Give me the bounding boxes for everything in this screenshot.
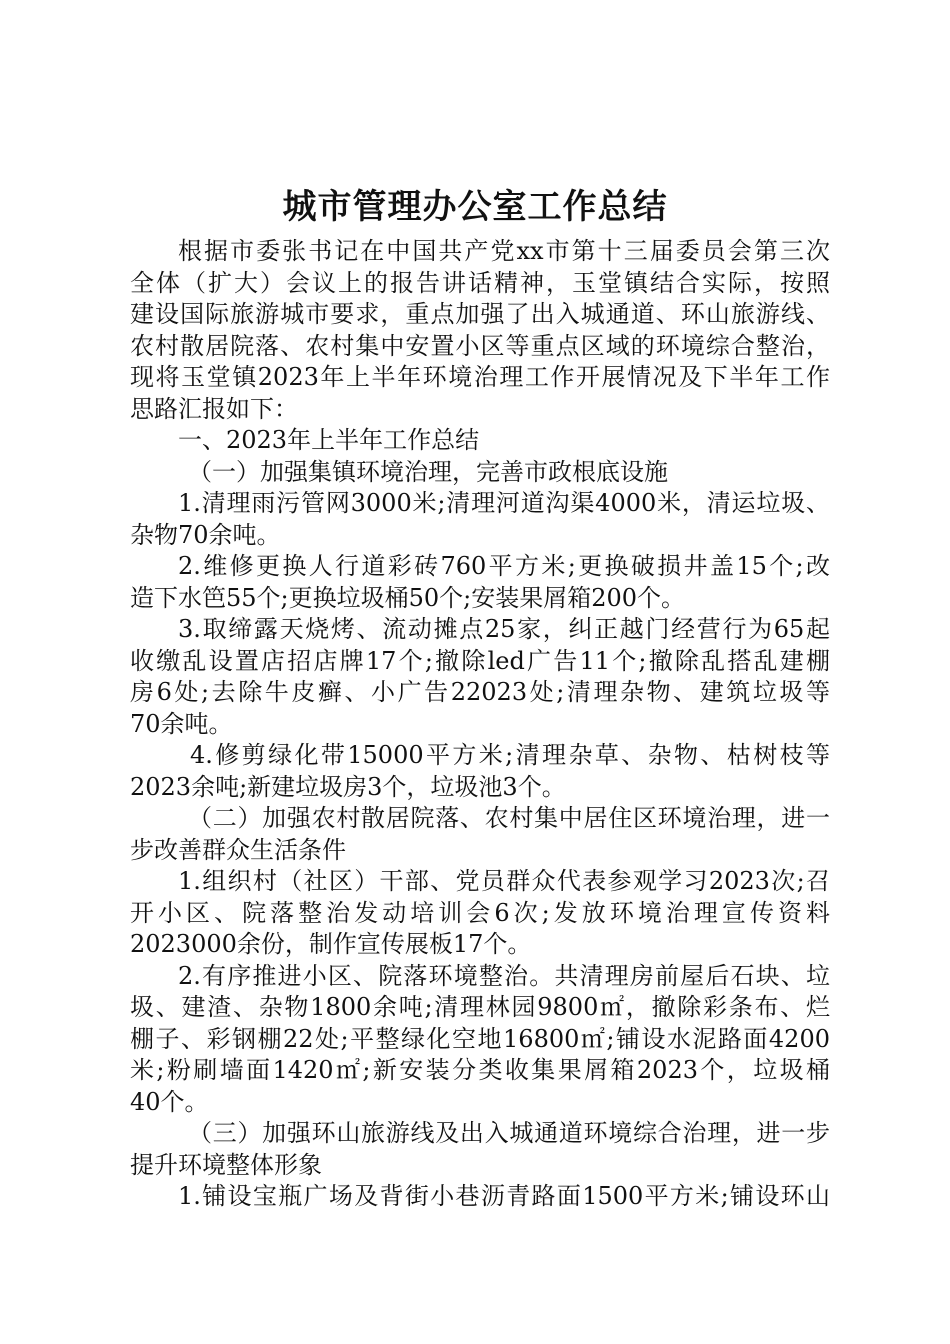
list-item-line: 2023000余份，制作宣传展板17个。: [130, 930, 532, 958]
list-item-line: 圾、建渣、杂物1800余吨;清理林园9800㎡，撤除彩条布、烂: [130, 993, 830, 1021]
paragraph-line: 农村散居院落、农村集中安置小区等重点区域的环境综合整治，: [130, 331, 830, 360]
list-item-line: 棚子、彩钢棚22处;平整绿化空地16800㎡;铺设水泥路面4200: [130, 1024, 830, 1053]
list-item-line: 房6处;去除牛皮癣、小广告22023处;清理杂物、建筑垃圾等: [130, 678, 830, 706]
list-item-line: 造下水笆55个;更换垃圾桶50个;安装果屑箱200个。: [130, 583, 686, 612]
list-item-line: 2.维修更换人行道彩砖760平方米;更换破损井盖15个;改: [178, 552, 830, 580]
paragraph-line: 思路汇报如下：: [130, 394, 298, 423]
subsection-heading: （二）加强农村散居院落、农村集中居住区环境治理，进一: [188, 804, 830, 832]
list-item-line: 2023余吨;新建垃圾房3个，垃圾池3个。: [130, 772, 566, 801]
paragraph-line: 现将玉堂镇2023年上半年环境治理工作开展情况及下半年工作: [130, 363, 830, 391]
list-item-line: 1.组织村（社区）干部、党员群众代表参观学习2023次;召: [178, 867, 830, 895]
list-item-line: 杂物70余吨。: [130, 520, 281, 549]
list-item-line: 70余吨。: [130, 709, 233, 738]
list-item-line: 开小区、院落整治发动培训会6次;发放环境治理宣传资料: [130, 898, 830, 927]
section-heading: 一、2023年上半年工作总结: [178, 426, 480, 454]
list-item-line: 40个。: [130, 1087, 209, 1116]
subsection-heading: （一）加强集镇环境治理，完善市政根底设施: [188, 457, 668, 486]
document-title: 城市管理办公室工作总结: [282, 187, 668, 227]
paragraph-line: 全体（扩大）会议上的报告讲话精神，玉堂镇结合实际，按照: [130, 268, 830, 297]
document-body: [130, 236, 830, 1213]
list-item-line: 3.取缔露天烧烤、流动摊点25家，纠正越门经营行为65起: [178, 615, 830, 643]
list-item-line: 收缴乱设置店招店牌17个;撤除led广告11个;撤除乱搭乱建棚: [130, 646, 830, 675]
list-item-line: 2.有序推进小区、院落环境整治。共清理房前屋后石块、垃: [178, 961, 830, 990]
list-item-line: 1.铺设宝瓶广场及背街小巷沥青路面1500平方米;铺设环山: [178, 1182, 830, 1210]
paragraph-line: 根据市委张书记在中国共产党xx市第十三届委员会第三次: [178, 237, 830, 265]
list-item-line: 1.清理雨污管网3000米;清理河道沟渠4000米，清运垃圾、: [178, 489, 830, 517]
list-item-line: 4.修剪绿化带15000平方米;清理杂草、杂物、枯树枝等: [190, 741, 830, 769]
list-item-line: 米;粉刷墙面1420㎡;新安装分类收集果屑箱2023个，垃圾桶: [130, 1056, 830, 1084]
subsection-heading: 提升环境整体形象: [130, 1150, 322, 1179]
subsection-heading: （三）加强环山旅游线及出入城通道环境综合治理，进一步: [188, 1119, 830, 1147]
subsection-heading: 步改善群众生活条件: [130, 835, 346, 864]
paragraph-line: 建设国际旅游城市要求，重点加强了出入城通道、环山旅游线、: [130, 300, 830, 328]
